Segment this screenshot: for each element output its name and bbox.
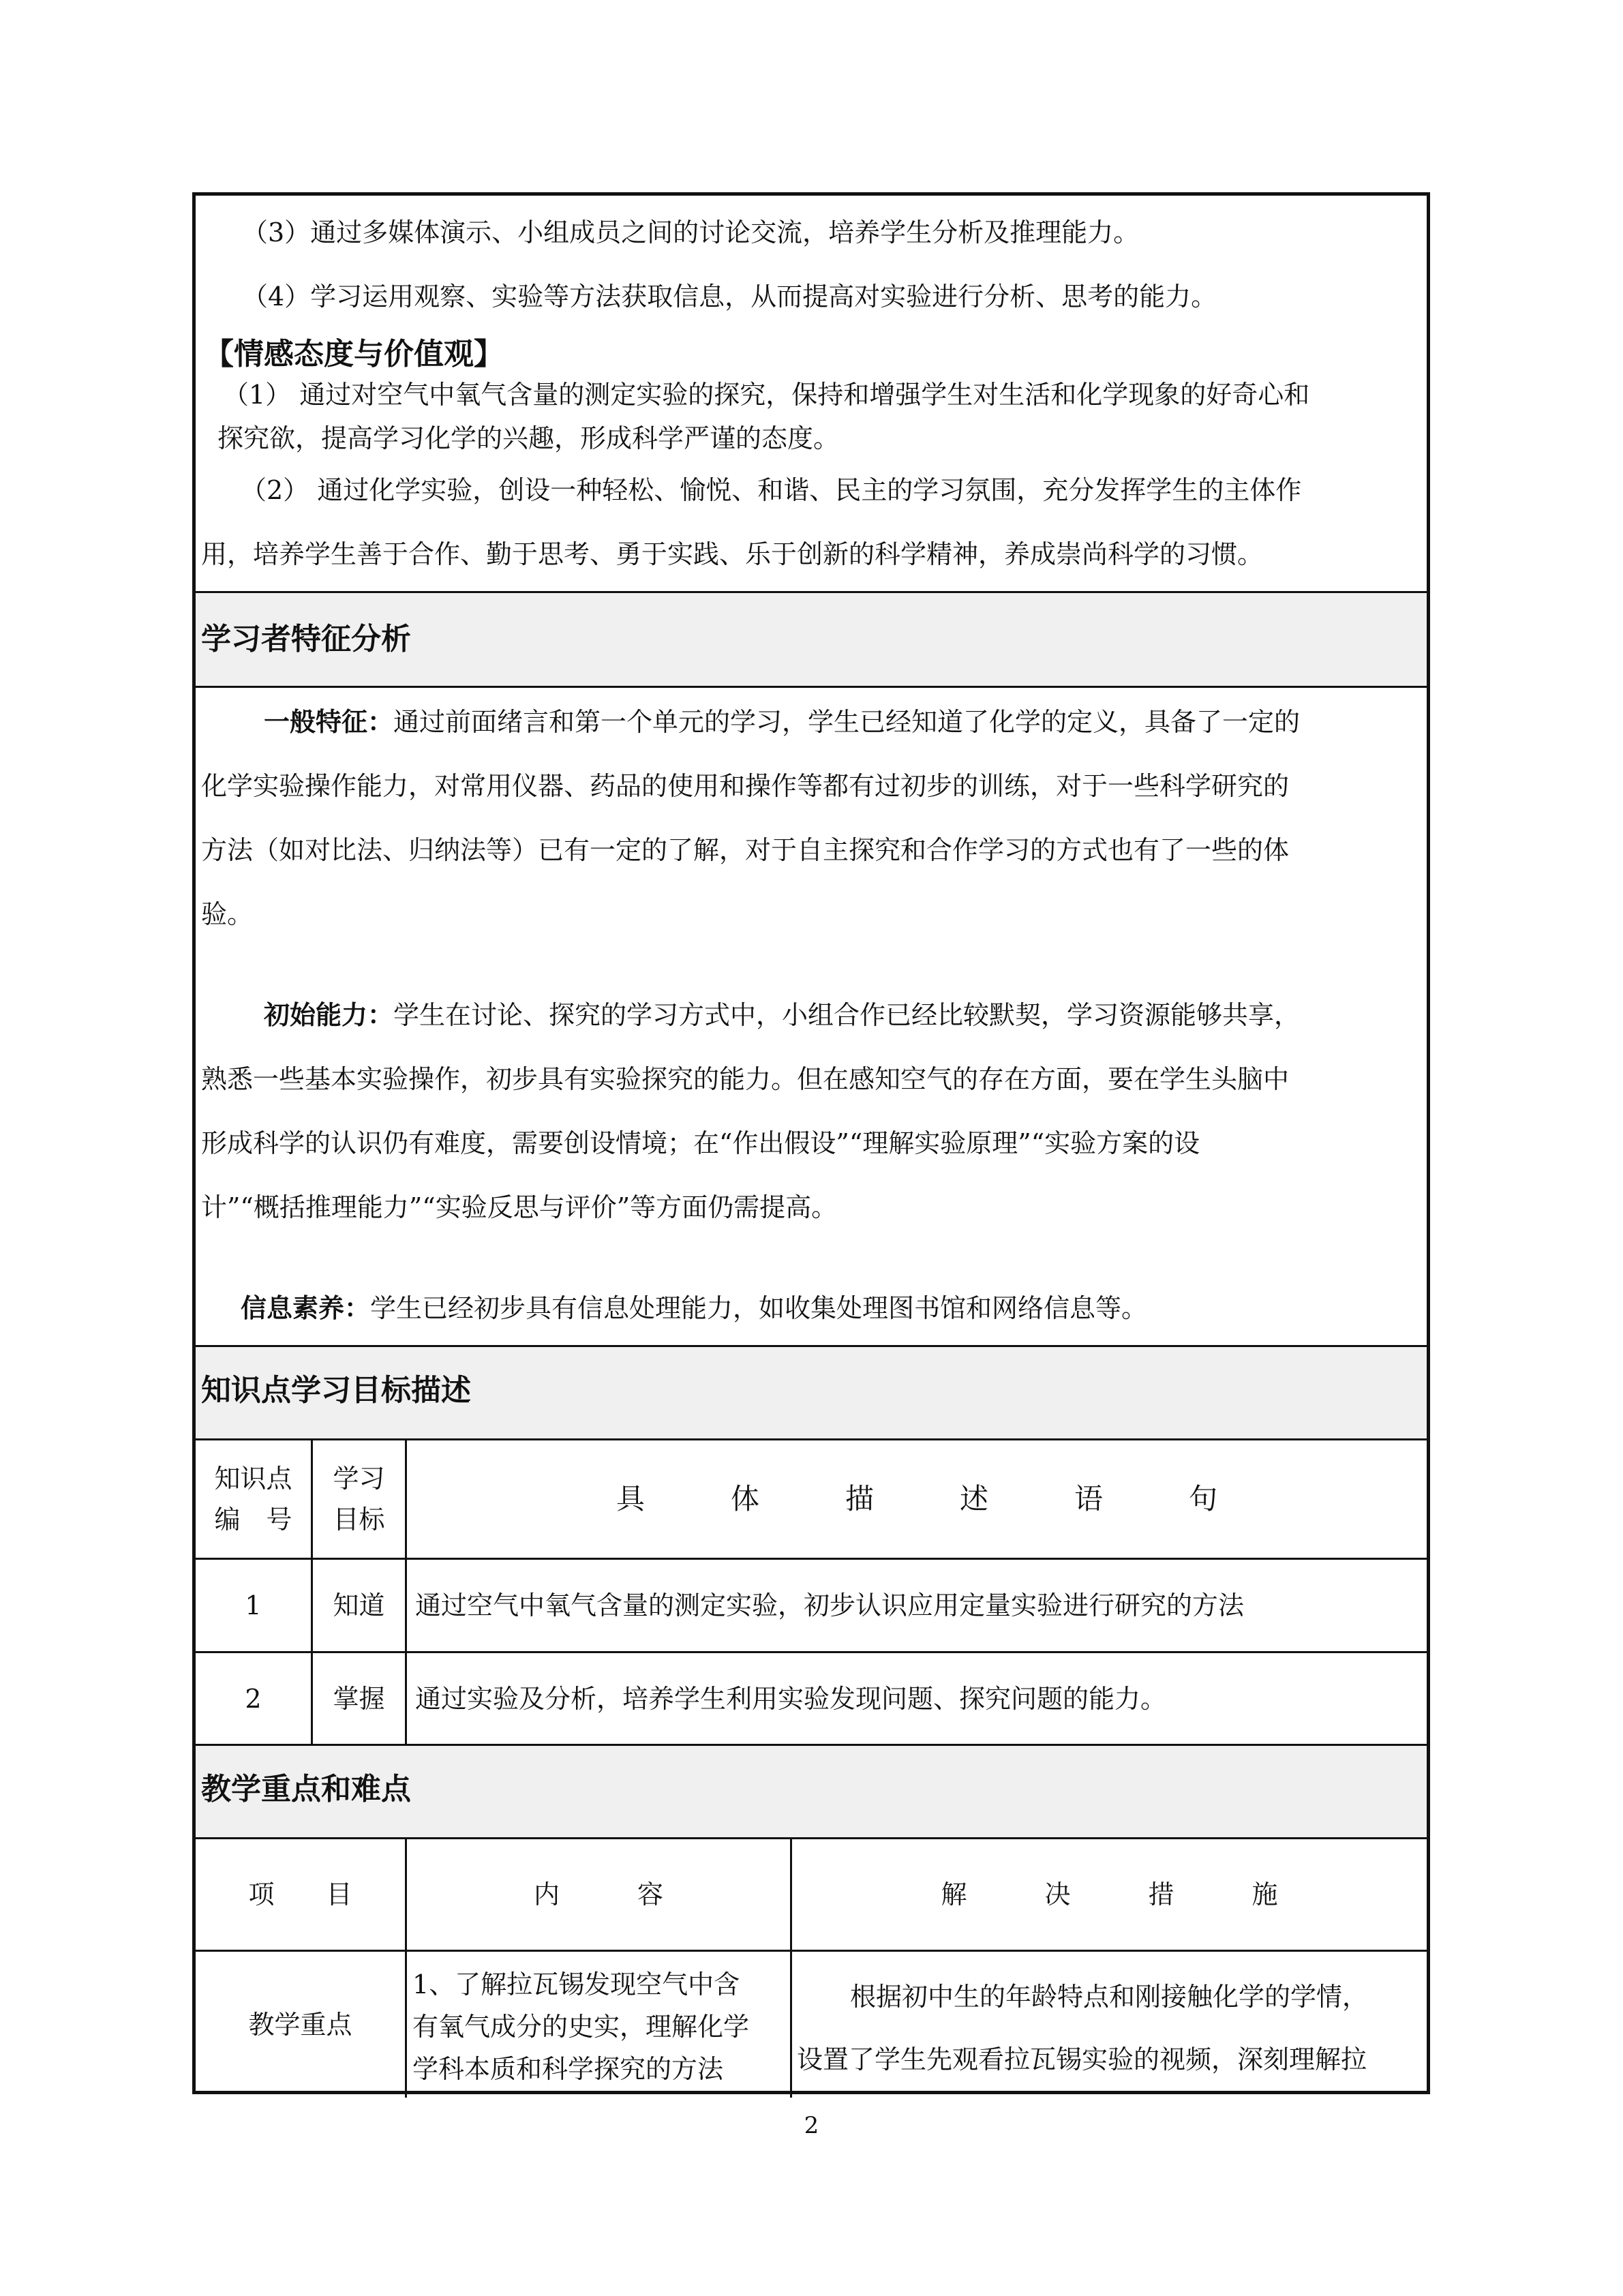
lesson-plan-table <box>192 192 1430 2094</box>
info-literacy-label: 信息素养： <box>241 1293 371 1323</box>
initial-ability-line4: 计”“概括推理能力”“实验反思与评价”等方面仍需提高。 <box>201 1192 838 1222</box>
general-feature-line1: 一般特征：通过前面绪言和第一个单元的学习，学生已经知道了化学的定义，具备了一定的 <box>264 707 1301 737</box>
general-feature-line2: 化学实验操作能力，对常用仪器、药品的使用和操作等都有过初步的训练，对于一些科学研究的 <box>201 771 1290 801</box>
knowledge-col-number-header: 知识点 编 号 <box>214 1464 292 1535</box>
knowledge-row-1-desc: 通过空气中氧气含量的测定实验，初步认识应用定量实验进行研究的方法 <box>415 1590 1245 1620</box>
keypoints-content-line2: 有氧气成分的史实，理解化学 <box>412 2012 750 2042</box>
page-number: 2 <box>804 2112 819 2139</box>
keypoints-col-item-header: 项 目 <box>248 1879 352 1909</box>
knowledge-heading: 知识点学习目标描述 <box>201 1373 471 1408</box>
general-feature-line3: 方法（如对比法、归纳法等）已有一定的了解，对于自主探究和合作学习的方式也有了一些的体 <box>201 835 1290 865</box>
keypoints-col-measures-header: 解 决 措 施 <box>941 1879 1278 1909</box>
affective-heading: 【情感态度与价值观】 <box>204 337 504 372</box>
keypoints-measure-line2: 设置了学生先观看拉瓦锡实验的视频，深刻理解拉 <box>797 2044 1367 2074</box>
affective-item-2-line1: （2） 通过化学实验，创设一种轻松、愉悦、和谐、民主的学习氛围，充分发挥学生的主体作 <box>241 475 1302 505</box>
knowledge-row-2-number: 2 <box>245 1683 262 1714</box>
objective-item-3: （3）通过多媒体演示、小组成员之间的讨论交流，培养学生分析及推理能力。 <box>242 217 1140 247</box>
knowledge-row-1-goal: 知道 <box>333 1590 385 1620</box>
divider <box>196 686 1427 688</box>
info-literacy-line: 信息素养：学生已经初步具有信息处理能力，如收集处理图书馆和网络信息等。 <box>241 1293 1148 1323</box>
section-header-learner <box>196 593 1427 686</box>
initial-ability-line1: 初始能力：学生在讨论、探究的学习方式中，小组合作已经比较默契，学习资源能够共享， <box>264 1000 1301 1030</box>
knowledge-row-1-number: 1 <box>245 1590 262 1620</box>
affective-item-1-line1: （1） 通过对空气中氧气含量的测定实验的探究，保持和增强学生对生活和化学现象的好奇心和 <box>223 380 1310 410</box>
initial-ability-line2: 熟悉一些基本实验操作，初步具有实验探究的能力。但在感知空气的存在方面，要在学生头脑中 <box>201 1064 1290 1094</box>
section-header-keypoints <box>196 1746 1427 1837</box>
objective-item-4: （4）学习运用观察、实验等方法获取信息，从而提高对实验进行分析、思考的能力。 <box>242 282 1217 312</box>
knowledge-row-2-desc: 通过实验及分析，培养学生利用实验发现问题、探究问题的能力。 <box>415 1683 1167 1714</box>
section-header-knowledge <box>196 1347 1427 1438</box>
knowledge-col-desc-header: 具 体 描 述 语 句 <box>616 1482 1217 1515</box>
keypoints-col-content-header: 内 容 <box>533 1879 663 1909</box>
knowledge-row-2-goal: 掌握 <box>333 1683 385 1714</box>
knowledge-col-goal-header: 学习 目标 <box>333 1464 385 1535</box>
general-feature-line4: 验。 <box>201 899 254 929</box>
keypoints-content-line3: 学科本质和科学探究的方法 <box>412 2054 724 2084</box>
affective-item-1-line2: 探究欲，提高学习化学的兴趣，形成科学严谨的态度。 <box>217 423 840 453</box>
initial-ability-label: 初始能力： <box>264 1000 394 1030</box>
affective-item-2-line2: 用，培养学生善于合作、勤于思考、勇于实践、乐于创新的科学精神，养成崇尚科学的习惯。 <box>201 539 1264 569</box>
general-feature-label: 一般特征： <box>264 707 394 737</box>
keypoints-content-line1: 1、了解拉瓦锡发现空气中含 <box>412 1969 740 1999</box>
keypoints-heading: 教学重点和难点 <box>201 1772 411 1807</box>
keypoints-row-label: 教学重点 <box>248 2010 352 2040</box>
initial-ability-line3: 形成科学的认识仍有难度，需要创设情境；在“作出假设”“理解实验原理”“实验方案的设 <box>201 1128 1200 1158</box>
learner-heading: 学习者特征分析 <box>201 622 411 656</box>
keypoints-measure-line1: 根据初中生的年龄特点和刚接触化学的学情， <box>850 1982 1369 2012</box>
